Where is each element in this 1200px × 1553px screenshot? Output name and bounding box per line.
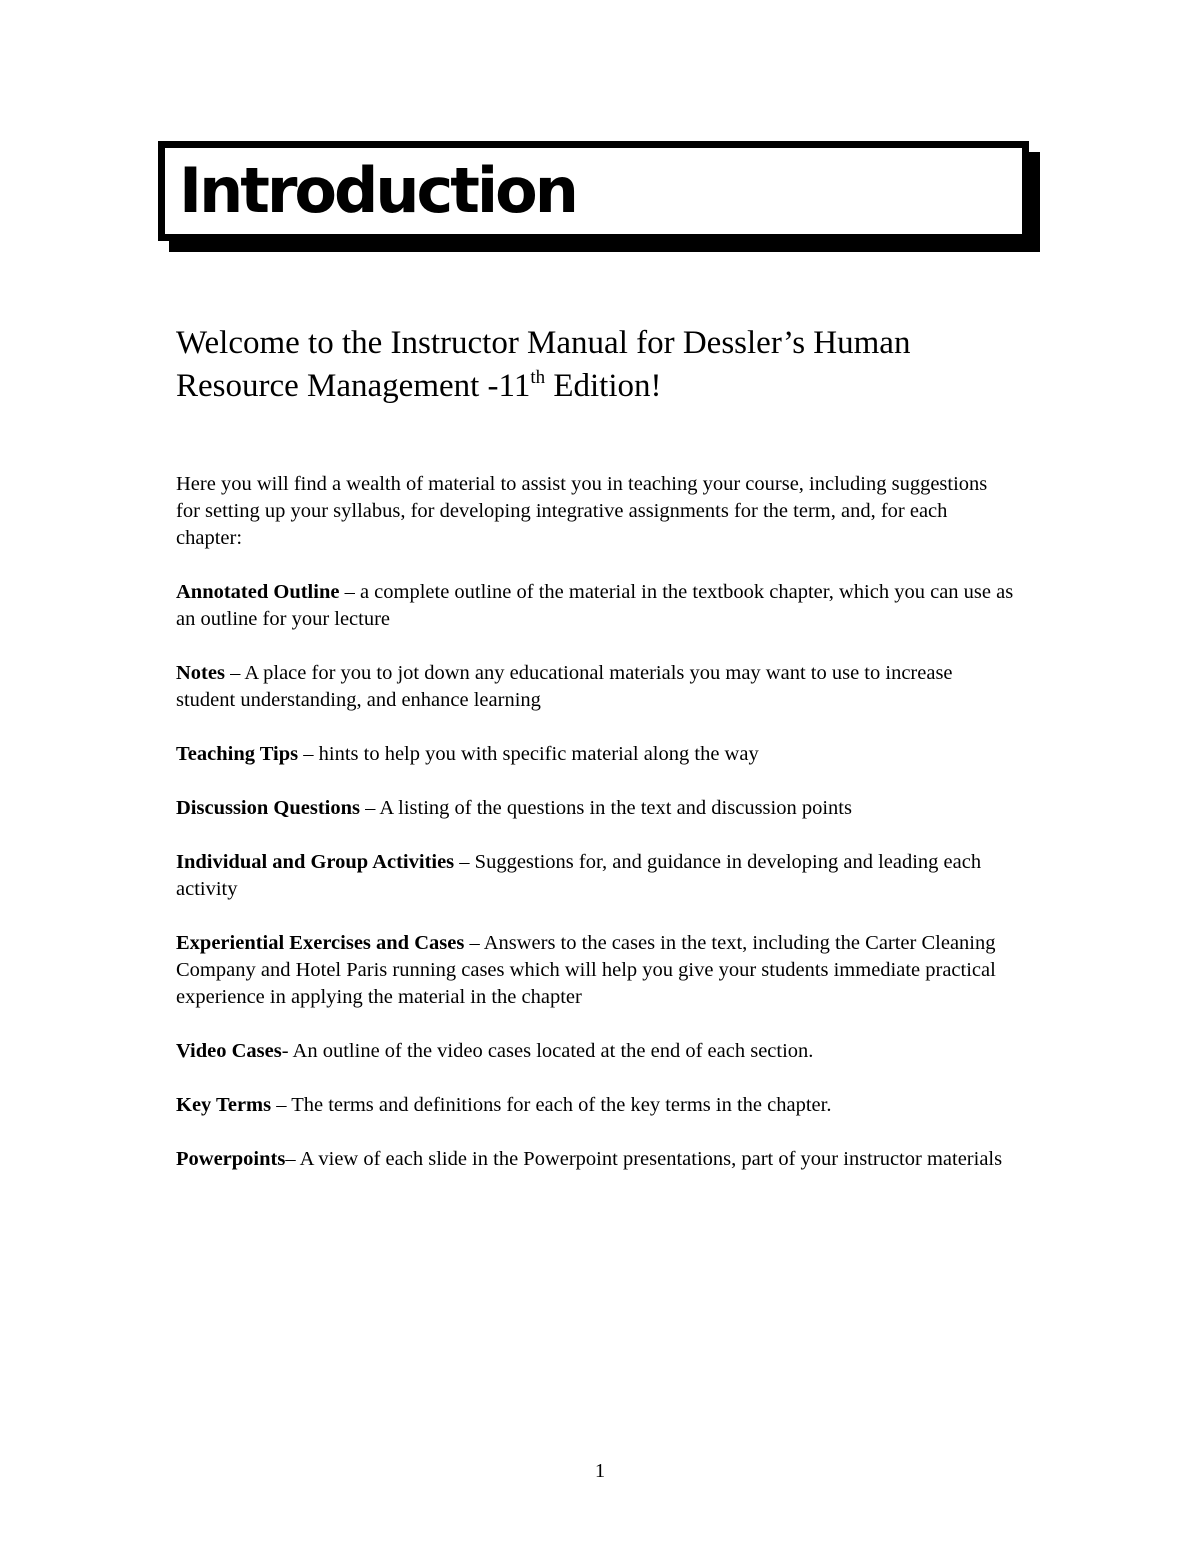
item-individual-group-activities: [176, 849, 1016, 903]
edition-superscript: th: [530, 367, 546, 388]
item-term: Notes: [176, 662, 225, 684]
item-description: - An outline of the video cases located at the end of each section.: [281, 1040, 814, 1062]
item-description: – A view of each slide in the Powerpoint presentations, part of your instructor materials: [285, 1148, 1003, 1170]
item-term: Individual and Group Activities: [176, 851, 455, 873]
item-description: – Answers to the cases in the text, including the Carter Cleaning Company and Hotel Paris running cases which will help you give your students immediate practical experience in applying the material in the chapter: [176, 932, 996, 1008]
page-title: Introduction: [179, 154, 576, 227]
item-annotated-outline: [176, 579, 1016, 633]
welcome-line-1: Welcome to the Instructor Manual for Dessler’s Human: [176, 325, 911, 361]
item-term: Teaching Tips: [176, 743, 299, 765]
welcome-heading: [176, 322, 1016, 408]
item-description: – hints to help you with specific material along the way: [298, 743, 759, 765]
item-description: – A listing of the questions in the text and discussion points: [359, 797, 852, 819]
item-description: – a complete outline of the material in the textbook chapter, which you can use as an outline for your lecture: [176, 581, 1014, 630]
item-experiential-exercises: [176, 930, 1016, 1011]
item-video-cases: [176, 1038, 1016, 1065]
item-term: Key Terms: [176, 1094, 272, 1116]
item-teaching-tips: [176, 741, 1016, 768]
item-key-terms: [176, 1092, 1016, 1119]
welcome-line-2: Resource Management -11: [176, 368, 531, 404]
item-term: Powerpoints: [176, 1148, 286, 1170]
item-term: Video Cases: [176, 1040, 282, 1062]
welcome-line-2-end: Edition!: [545, 368, 662, 404]
page-number: 1: [594, 1460, 606, 1482]
item-term: Annotated Outline: [176, 581, 340, 603]
item-description: – The terms and definitions for each of the key terms in the chapter.: [271, 1094, 832, 1116]
item-discussion-questions: [176, 795, 1016, 822]
item-powerpoints: [176, 1146, 1016, 1173]
item-description: – A place for you to jot down any educational materials you may want to use to increase student understanding, and enhance learning: [176, 662, 953, 711]
intro-paragraph: Here you will find a wealth of material to assist you in teaching your course, including suggestions for setting up your syllabus, for developing integrative assignments for the term, and, for each chapter:: [176, 473, 988, 549]
manual-contents: [176, 471, 1016, 1200]
item-term: Experiential Exercises and Cases: [176, 932, 465, 954]
title-box: [158, 141, 1029, 241]
item-term: Discussion Questions: [176, 797, 360, 819]
item-notes: [176, 660, 1016, 714]
item-description: – Suggestions for, and guidance in developing and leading each activity: [176, 851, 982, 900]
